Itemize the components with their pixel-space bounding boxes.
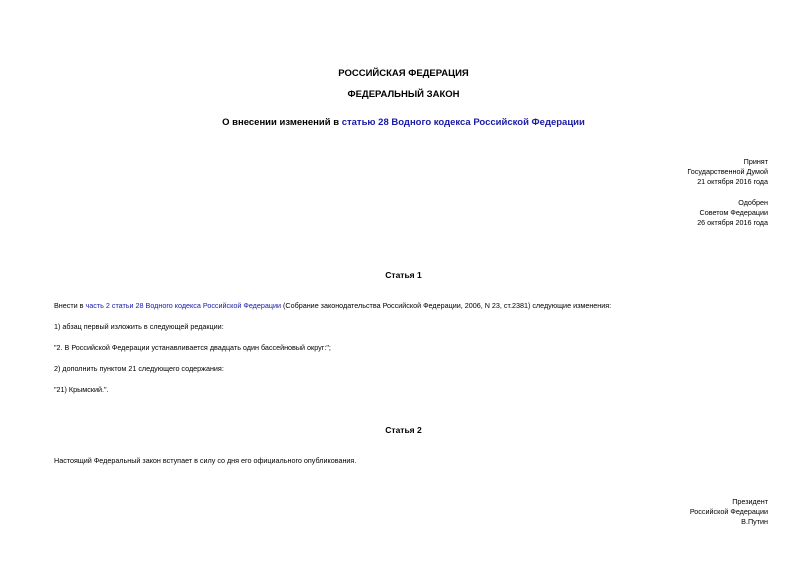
adopted-date: 21 октября 2016 года (697, 177, 768, 186)
country-heading: РОССИЙСКАЯ ФЕДЕРАЦИЯ (338, 68, 469, 79)
title-prefix: О внесении изменений в (222, 117, 342, 128)
title-link[interactable]: статью 28 Водного кодекса Российской Федерации (341, 117, 585, 128)
signature-block (690, 497, 768, 527)
document-title (0, 117, 807, 128)
article-1-heading: Статья 1 (385, 270, 422, 280)
intro-prefix: Внести в (54, 301, 86, 310)
adopted-body: Государственной Думой (687, 167, 768, 176)
article-2-heading: Статья 2 (385, 425, 422, 435)
article-1-item-1: 1) абзац первый изложить в следующей редакции: (54, 322, 224, 331)
approved-date: 26 октября 2016 года (697, 218, 768, 227)
article-1-quote-2: "21) Крымский.". (54, 385, 109, 394)
document-type-heading: ФЕДЕРАЛЬНЫЙ ЗАКОН (347, 89, 460, 100)
article-1-quote-1: "2. В Российской Федерации устанавливается двадцать один бассейновый округ:"; (54, 343, 331, 352)
intro-link[interactable]: часть 2 статьи 28 Водного кодекса Российской Федерации (85, 301, 282, 310)
intro-suffix: (Собрание законодательства Российской Федерации, 2006, N 23, ст.2381) следующие изменения: (281, 301, 612, 310)
signature-title: Президент (732, 497, 768, 506)
approval-block (697, 198, 768, 228)
signature-org: Российской Федерации (689, 507, 768, 516)
article-1-intro (54, 301, 611, 310)
signature-name: В.Путин (741, 517, 768, 526)
adoption-block (687, 157, 768, 187)
approved-label: Одобрен (738, 198, 768, 207)
approved-body: Советом Федерации (699, 208, 768, 217)
adopted-label: Принят (743, 157, 768, 166)
article-1-item-2: 2) дополнить пунктом 21 следующего содержания: (54, 364, 224, 373)
article-2-text: Настоящий Федеральный закон вступает в силу со дня его официального опубликования. (54, 456, 357, 465)
